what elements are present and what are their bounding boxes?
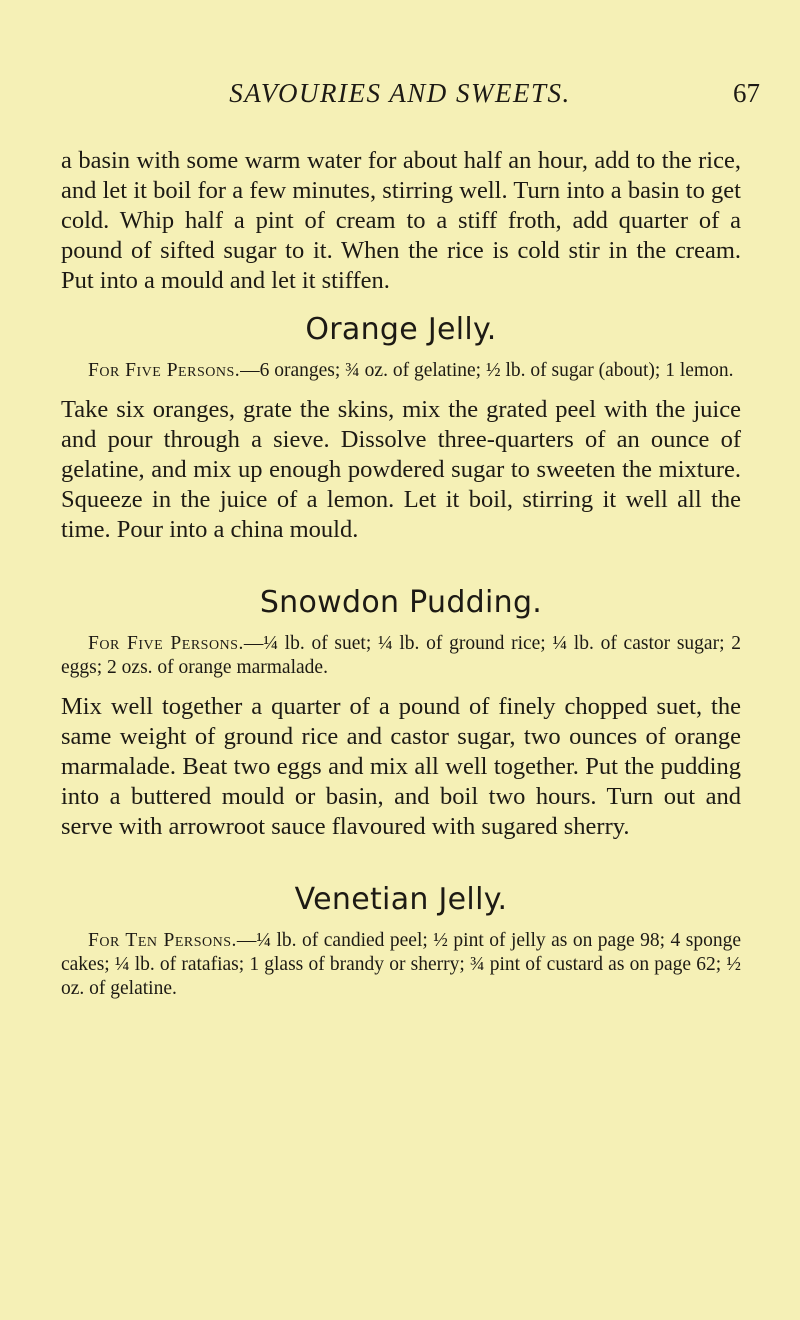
ingredients-line xyxy=(61,929,741,1001)
method-paragraph: Take six oranges, grate the skins, mix the grated peel with the juice and pour through a sieve. Dissolve three-quarters of an ounce of gelatine, and mix up enough powdered sugar to sweeten the mixture. Squeeze in the juice of a lemon. Let it boil, stirring it well all the time. Pour into a china mould. xyxy=(61,396,741,543)
persons-label: For Five Persons. xyxy=(88,360,241,381)
recipe-venetian-jelly xyxy=(61,882,741,1001)
recipe-title: Orange Jelly. xyxy=(305,312,497,347)
recipe-title: Venetian Jelly. xyxy=(294,882,508,917)
method-paragraph: Mix well together a quarter of a pound of finely chopped suet, the same weight of ground rice and castor sugar, two ounces of orange marmalade. Beat two eggs and mix all well together. Put the pudding into a buttered mould or basin, and boil two hours. Turn out and serve with arrowroot sauce flavoured with sugared sherry. xyxy=(61,693,741,840)
page-number: 67 xyxy=(733,78,760,108)
ingredients-line xyxy=(61,359,741,383)
ingredients-text: —¼ lb. of suet; ¼ lb. of ground rice; ¼ lb. of castor sugar; 2 eggs; 2 ozs. of orange marmalade. xyxy=(61,633,741,678)
ingredients-line xyxy=(61,632,741,680)
recipe-snowdon-pudding xyxy=(61,585,741,842)
ingredients-text: —¼ lb. of candied peel; ½ pint of jelly as on page 98; 4 sponge cakes; ¼ lb. of ratafias; 1 glass of brandy or sherry; ¾ pint of custard as on page 62; ½ oz. of gelatine. xyxy=(61,930,741,999)
recipe-orange-jelly xyxy=(61,312,741,545)
ingredients-text: —6 oranges; ¾ oz. of gelatine; ½ lb. of sugar (about); 1 lemon. xyxy=(240,360,734,381)
intro-paragraph: a basin with some warm water for about half an hour, add to the rice, and let it boil for a few minutes, stirring well. Turn into a basin to get cold. Whip half a pint of cream to a stiff froth, add quarter of a pound of sifted sugar to it. When the rice is cold stir in the cream. Put into a mould and let it stiffen. xyxy=(61,147,741,294)
running-head xyxy=(0,74,800,114)
running-title: SAVOURIES AND SWEETS. xyxy=(229,78,571,108)
page-content xyxy=(61,146,741,1013)
persons-label: For Five Persons. xyxy=(88,633,244,654)
persons-label: For Ten Persons. xyxy=(88,930,237,951)
recipe-title: Snowdon Pudding. xyxy=(259,585,543,620)
